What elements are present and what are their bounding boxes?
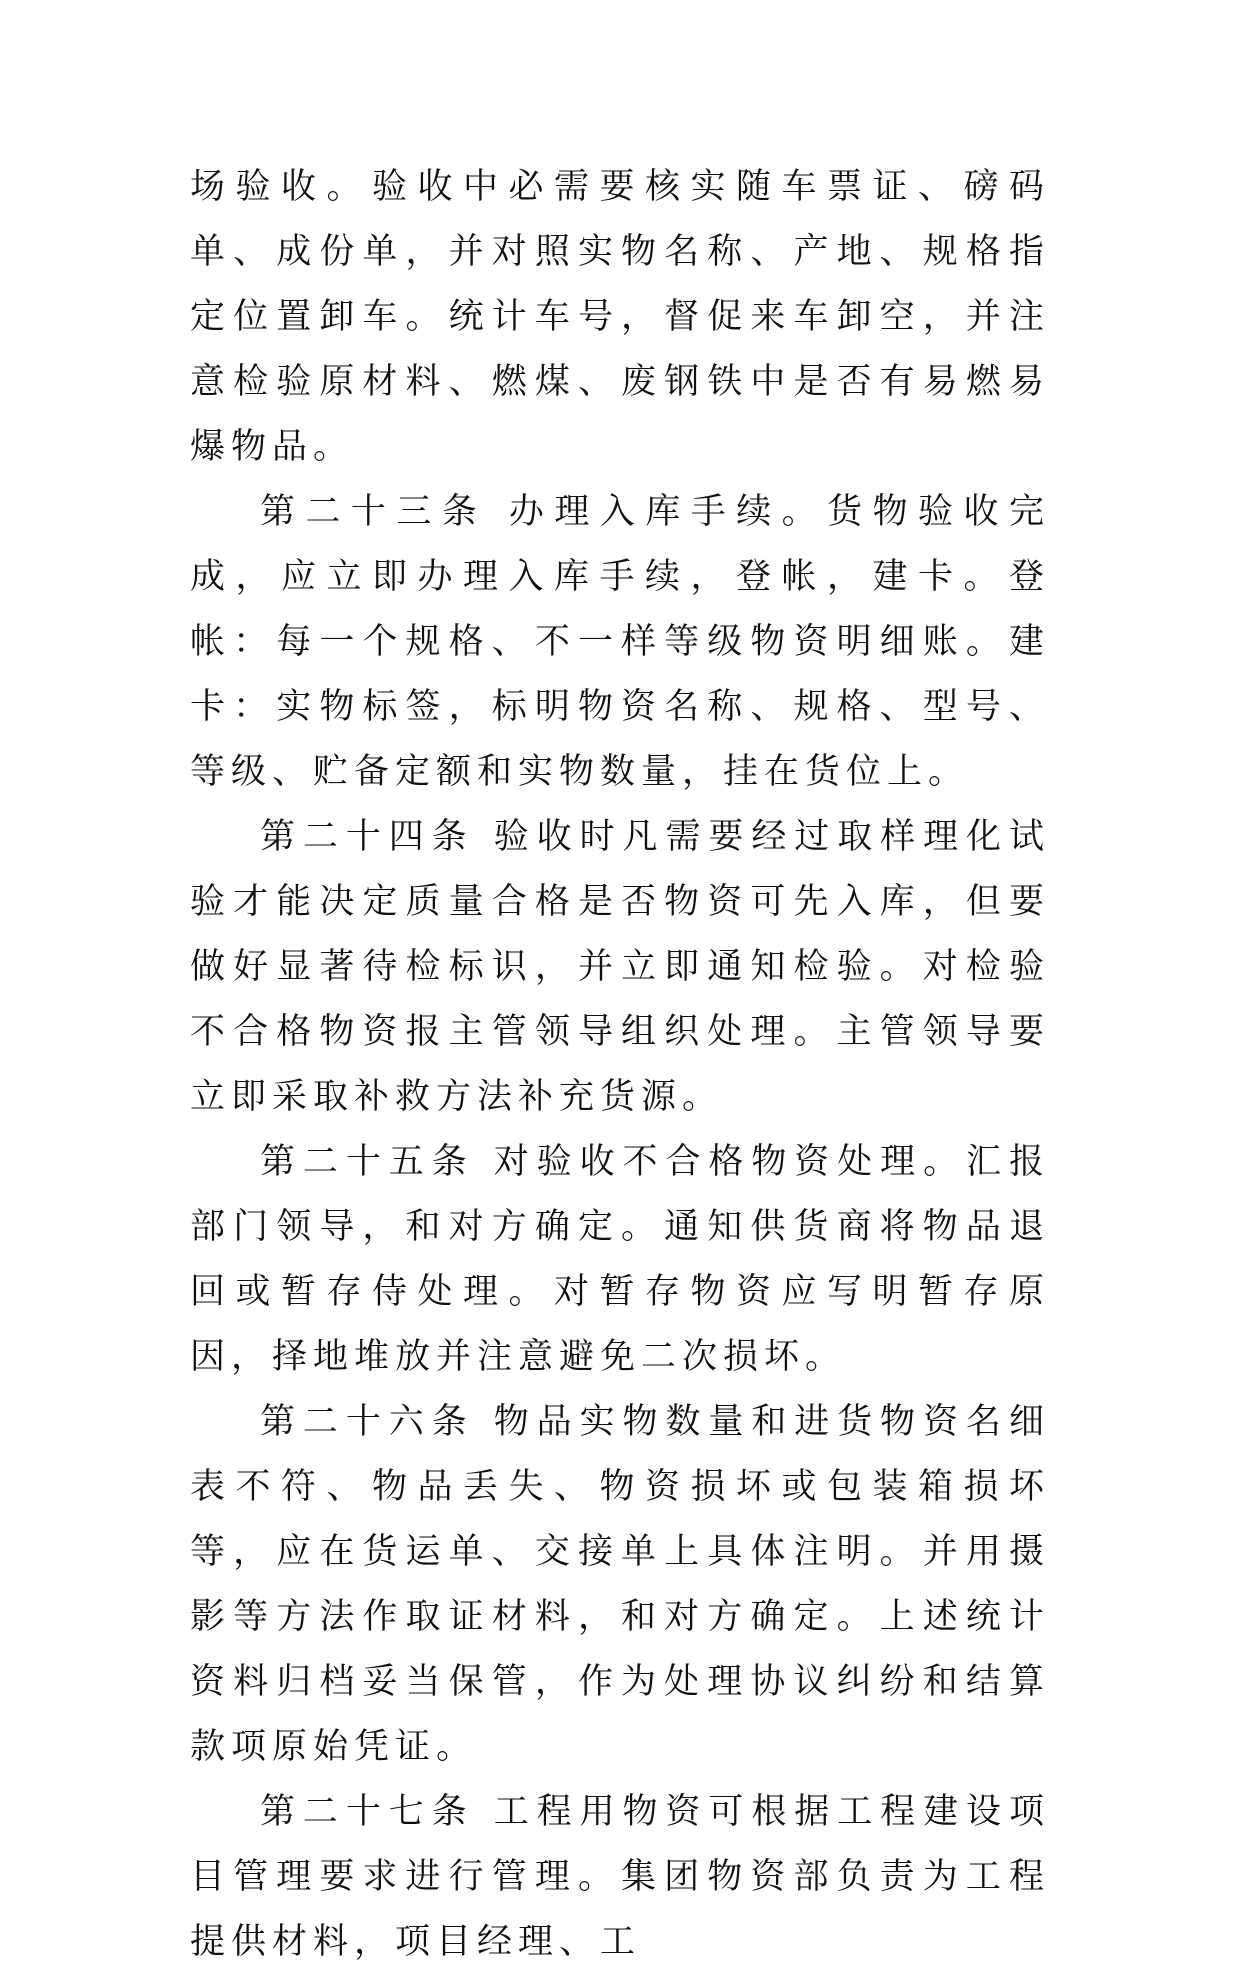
paragraph-article-24: 第二十四条 验收时凡需要经过取样理化试验才能决定质量合格是否物资可先入库，但要做好显著待检标识，并立即通知检验。对检验不合格物资报主管领导组织处理。主管领导要立即采取补救方法补充货源。 — [190, 817, 1050, 1117]
document-body — [190, 155, 1050, 1975]
paragraph-article-23: 第二十三条 办理入库手续。货物验收完成，应立即办理入库手续，登帐，建卡。登帐：每一个规格、不一样等级物资明细账。建卡：实物标签，标明物资名称、规格、型号、等级、贮备定额和实物数量，挂在货位上。 — [190, 492, 1050, 792]
paragraph-article-25: 第二十五条 对验收不合格物资处理。汇报部门领导，和对方确定。通知供货商将物品退回或暂存侍处理。对暂存物资应写明暂存原因，择地堆放并注意避免二次损坏。 — [190, 1142, 1050, 1377]
paragraph-continuation: 场验收。验收中必需要核实随车票证、磅码单、成份单，并对照实物名称、产地、规格指定位置卸车。统计车号，督促来车卸空，并注意检验原材料、燃煤、废钢铁中是否有易燃易爆物品。 — [190, 167, 1050, 467]
paragraph-article-27: 第二十七条 工程用物资可根据工程建设项目管理要求进行管理。集团物资部负责为工程提供材料，项目经理、工 — [190, 1792, 1050, 1962]
paragraph-article-26: 第二十六条 物品实物数量和进货物资名细表不符、物品丢失、物资损坏或包装箱损坏等，应在货运单、交接单上具体注明。并用摄影等方法作取证材料，和对方确定。上述统计资料归档妥当保管，作为处理协议纠纷和结算款项原始凭证。 — [190, 1402, 1050, 1767]
